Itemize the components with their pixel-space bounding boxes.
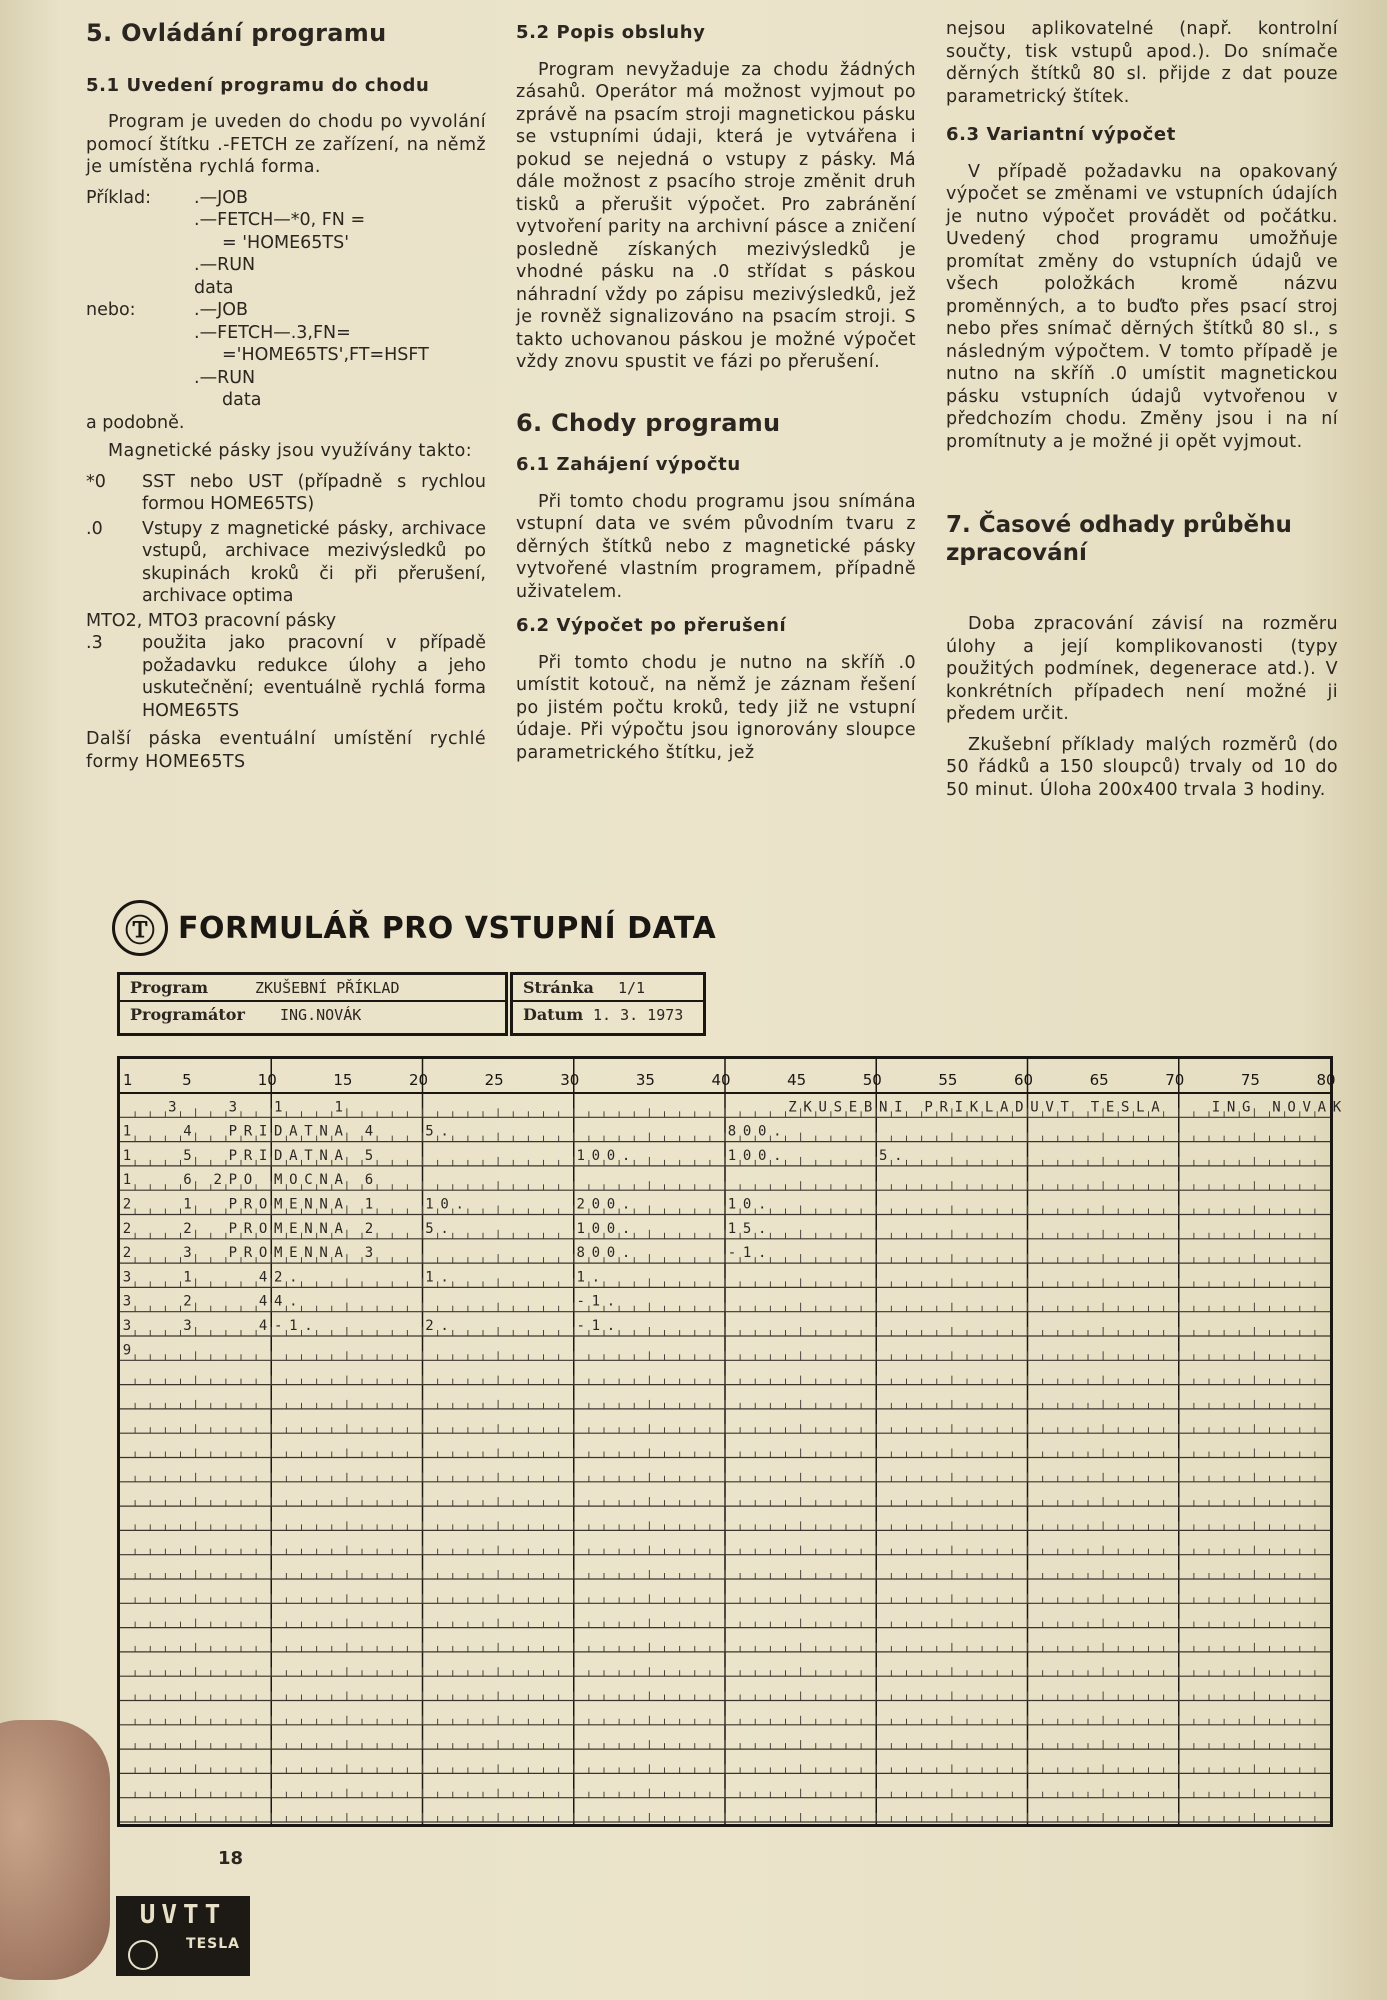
grid-cell-char: 1 [183, 1269, 192, 1286]
grid-cell-char: I [894, 1099, 903, 1116]
grid-cell-char: T [304, 1123, 313, 1140]
grid-cell-char: I [1211, 1099, 1221, 1116]
grid-svg [120, 1059, 1342, 1824]
grid-cell-char: . [773, 1123, 782, 1140]
code-line: .—RUN [194, 367, 256, 388]
grid-cell-char: . [606, 1318, 616, 1334]
spacer [516, 382, 916, 408]
grid-cell-char: 4 [364, 1123, 374, 1140]
example-label: Příklad: [86, 187, 152, 208]
grid-cell-char: 3 [364, 1245, 374, 1262]
tapes-intro: Magnetické pásky jsou využívány takto: [108, 441, 473, 461]
grid-cell-char: N [319, 1245, 328, 1262]
grid-cell-char: 1 [122, 1172, 132, 1189]
grid-cell-char: - [727, 1245, 737, 1262]
grid-cell-char: N [319, 1147, 328, 1164]
grid-cell-char: O [258, 1245, 268, 1262]
grid-cell-char: L [984, 1099, 994, 1116]
grid-cell-char: A [334, 1172, 343, 1189]
grid-cell-char: 1 [334, 1099, 343, 1116]
grid-cell-char: E [1105, 1099, 1115, 1116]
grid-cell-char: 0 [440, 1196, 449, 1213]
grid-cell-char: M [273, 1220, 283, 1237]
column-number: 35 [635, 1071, 655, 1089]
grid-cell-char: 1 [576, 1269, 585, 1286]
grid-cell-char: 2 [122, 1220, 132, 1237]
tape-desc: SST nebo UST (případně s rychlou formou HOME65TS) [142, 471, 486, 514]
grid-cell-char: 3 [122, 1293, 132, 1310]
program-value: ZKUŠEBNÍ PŘÍKLAD [255, 978, 400, 997]
spacer [946, 461, 1338, 501]
grid-cell-char: A [334, 1123, 343, 1140]
grid-cell-char: T [1090, 1099, 1100, 1116]
tape-desc: Vstupy z magnetické pásky, archivace vstupů, archivace mezivýsledků po skupinách kroků či při přerušení, archivace optima [142, 518, 486, 606]
grid-cell-char: 3 [122, 1269, 132, 1286]
column-number: 50 [862, 1071, 882, 1089]
grid-cell-char: . [773, 1147, 782, 1164]
grid-cell-char: 5 [425, 1220, 434, 1237]
grid-cell-char: 0 [591, 1147, 601, 1164]
column-number: 20 [408, 1071, 429, 1089]
programmer-label: Programátor [130, 1005, 245, 1024]
grid-cell-char: I [258, 1147, 268, 1164]
and-similar: a podobně. [86, 412, 185, 433]
grid-cell-char: 3 [122, 1318, 132, 1334]
grid-cell-char: 1 [591, 1293, 601, 1310]
program-box [117, 972, 508, 1036]
tape-item [86, 632, 486, 722]
column-number: 45 [787, 1071, 807, 1089]
grid-cell-char: O [1287, 1099, 1296, 1116]
section-6-heading: 6. Chody programu [516, 408, 781, 437]
code-line: .—FETCH—*0, FN = [194, 210, 366, 230]
grid-cell-char: N [319, 1196, 328, 1213]
column-number: 40 [711, 1071, 731, 1089]
column-2 [516, 18, 916, 772]
paragraph-7b: Zkušební příklady malých rozměrů (do 50 řádků a 150 sloupců) trvaly od 10 do 50 minut. Úloha 200x400 trvala 3 hodiny. [946, 734, 1338, 800]
grid-cell-char: A [1317, 1099, 1327, 1116]
grid-cell-char: 5 [742, 1220, 752, 1237]
code-line: ='HOME65TS',FT=HSFT [222, 345, 429, 365]
grid-cell-char: 0 [591, 1220, 601, 1237]
grid-cell-char: 0 [606, 1245, 616, 1262]
grid-cell-char: 9 [122, 1342, 132, 1359]
grid-cell-char: A [289, 1147, 298, 1164]
grid-cell-char: P [228, 1147, 238, 1164]
grid-cell-char: 0 [591, 1196, 601, 1213]
grid-cell-char: L [1136, 1099, 1145, 1116]
grid-cell-char: M [273, 1245, 283, 1262]
tape-key: .0 [86, 518, 103, 539]
code-line: = 'HOME65TS' [222, 232, 350, 253]
grid-cell-char: R [243, 1245, 253, 1262]
grid-cell-char: . [304, 1318, 313, 1334]
grid-cell-char: 1 [425, 1269, 434, 1286]
grid-cell-char: 3 [183, 1245, 192, 1262]
grid-cell-char: - [576, 1318, 585, 1334]
example-label: nebo: [86, 300, 136, 320]
grid-cell-char: K [803, 1099, 812, 1116]
grid-cell-char: 2 [122, 1196, 132, 1213]
grid-cell-char: V [1302, 1099, 1311, 1116]
thumb [0, 1720, 110, 1980]
grid-cell-char: N [1272, 1099, 1281, 1116]
grid-cell-char: 1 [122, 1123, 132, 1140]
page-number: 18 [218, 1848, 244, 1869]
grid-cell-char: N [878, 1099, 888, 1116]
code-line: .—FETCH—.3,FN= [194, 322, 351, 343]
grid-cell-char: 5 [878, 1147, 888, 1164]
paragraph-5-2: Program nevyžaduje za chodu žádných zásahů. Operátor má možnost vyjmout po zprávě na psacím stroji magnetickou pásku se vstupními údaji, která je vytvářena i pokud se nejedná o vstupy z pásky. Má dále možnost z psacího stroje změnit druh tisků a přerušit výpočet. Pro zabránění vytvoření parity na archivní pásce a zničení posledně získaných mezivýsledků je vhodné pásku na .0 střídat s páskou náhradní vždy po zápisu mezivýsledků, jež je rovněž signalizováno na psacím stroji. S takto uchovanou páskou je možné výpočet vždy znovu spustit ve fázi po přerušení. [516, 59, 916, 372]
grid-cell-char: . [440, 1318, 449, 1334]
uvtt-tesla-logo [116, 1896, 250, 1976]
grid-cell-char: 3 [168, 1099, 177, 1116]
grid-cell-char: . [621, 1147, 631, 1164]
tesla-logo-icon: Ⓣ [112, 900, 168, 956]
column-number: 75 [1240, 1071, 1260, 1089]
grid-cell-char: . [440, 1269, 449, 1286]
grid-cell-char: 2 [425, 1318, 434, 1334]
column-number: 80 [1316, 1071, 1336, 1089]
form-title-text: FORMULÁŘ PRO VSTUPNÍ DATA [178, 910, 717, 946]
grid-cell-char: G [1241, 1099, 1251, 1116]
grid-cell-char: 6 [183, 1172, 192, 1189]
grid-cell-char: N [319, 1123, 328, 1140]
grid-cell-char: I [954, 1099, 964, 1116]
programmer-value: ING.NOVÁK [280, 1005, 362, 1024]
grid-cell-char: 8 [576, 1245, 585, 1262]
grid-cell-char: 1 [289, 1318, 298, 1334]
grid-cell-char: N [304, 1220, 313, 1237]
column-number: 10 [257, 1071, 277, 1089]
grid-cell-char: . [757, 1245, 767, 1262]
grid-cell-char: . [757, 1196, 767, 1213]
last-paragraph: Další páska eventuální umístění rychlé formy HOME65TS [86, 729, 486, 772]
grid-cell-char: E [848, 1099, 858, 1116]
grid-cell-char: D [273, 1147, 283, 1164]
tape-extra: MTO2, MTO3 pracovní pásky [86, 610, 337, 631]
program-row [120, 975, 505, 1002]
tape-key: .3 [86, 633, 103, 653]
grid-cell-char: 1 [364, 1196, 374, 1213]
paragraph-7a: Doba zpracování závisí na rozměru úlohy a její komplikovanosti (typy použitých podmínek, degenerace atd.). V konkrétních případech není možné ji předem určit. [946, 614, 1338, 724]
grid-cell-char: A [289, 1123, 298, 1140]
grid-cell-char: - [273, 1318, 283, 1334]
grid-cell-char: 1 [122, 1147, 132, 1164]
grid-cell-char: 0 [757, 1147, 767, 1164]
column-number: 5 [182, 1071, 192, 1089]
program-label: Program [130, 978, 209, 997]
paragraph-cont: nejsou aplikovatelné (např. kontrolní součty, tisk vstupů apod.). Do snímače děrných štítků 80 sl. přijde z dat pouze parametrický štítek. [946, 19, 1338, 107]
grid-cell-char: S [1120, 1099, 1130, 1116]
grid-cell-char: 5 [183, 1147, 192, 1164]
grid-cell-char: A [334, 1220, 343, 1237]
paragraph-6-1: Při tomto chodu programu jsou snímána vstupní data ve svém původním tvaru z děrných štítků nebo z magnetické pásky vytvořené vlastním programem, případně uživatelem. [516, 491, 916, 602]
grid-cell-char: . [621, 1245, 631, 1262]
grid-cell-char: 1 [273, 1099, 283, 1116]
grid-cell-char: 5 [425, 1123, 434, 1140]
column-number: 55 [938, 1071, 958, 1089]
grid-cell-char: P [228, 1123, 238, 1140]
grid-cell-char: 0 [606, 1147, 616, 1164]
section-5-2-heading: 5.2 Popis obsluhy [516, 22, 706, 43]
paragraph-6-3: V případě požadavku na opakovaný výpočet se změnami ve vstupních údajích je nutno výpočet provádět od počátku. Uvedený chod programu umožňuje promítat změny do vstupních údajů ve všech položkách kromě názvu proměnných, a to buďto přes psací stroj nebo přes snímač děrných štítků 80 sl., s následným výpočtem. V tomto případě je nutno na skříň .0 umístit magnetickou pásku vstupních údajů vytvořenou v předchozím chodu. Změny jsou i na ní promítnuty a je možné ji opět vyjmout. [946, 161, 1338, 452]
paragraph-5-1: Program je uveden do chodu po vyvolání pomocí štítku .-FETCH ze zařízení, na němž je umístěna rychlá forma. [86, 112, 486, 177]
grid-cell-char: 1 [727, 1196, 737, 1213]
column-number: 30 [560, 1071, 580, 1089]
column-1 [86, 18, 486, 781]
grid-cell-char: I [258, 1123, 268, 1140]
grid-cell-char: 4 [273, 1293, 283, 1310]
code-line: .—RUN [194, 255, 256, 275]
grid-cell-char: . [289, 1293, 298, 1310]
grid-cell-char: T [304, 1147, 313, 1164]
grid-cell-char: O [258, 1220, 268, 1237]
grid-cell-char: 3 [228, 1099, 238, 1116]
grid-cell-char: N [304, 1245, 313, 1262]
grid-cell-char: P [228, 1196, 238, 1213]
section-6-2-heading: 6.2 Výpočet po přerušení [516, 615, 787, 636]
grid-cell-char: 4 [258, 1318, 268, 1334]
page-date-box [510, 972, 706, 1036]
grid-cell-char: 0 [757, 1123, 767, 1140]
code-line: .—JOB [194, 300, 249, 320]
grid-cell-char: 3 [183, 1318, 192, 1334]
grid-cell-char: 0 [742, 1123, 752, 1140]
grid-cell-char: U [818, 1099, 827, 1116]
grid-cell-char: 2 [183, 1220, 192, 1237]
grid-cell-char: T [1060, 1099, 1069, 1116]
section-6-1-heading: 6.1 Zahájení výpočtu [516, 454, 741, 475]
grid-cell-char: K [1332, 1099, 1342, 1116]
example-2 [86, 299, 486, 412]
grid-cell-char: N [319, 1220, 328, 1237]
grid-cell-char: 8 [727, 1123, 737, 1140]
grid-cell-char: . [440, 1123, 449, 1140]
grid-cell-char: P [228, 1172, 238, 1189]
column-number: 15 [333, 1071, 353, 1089]
grid-cell-char: R [243, 1123, 253, 1140]
tesla-circle-icon [128, 1940, 158, 1970]
grid-cell-char: R [939, 1099, 948, 1116]
section-7-heading: 7. Časové odhady průběhu zpracování [946, 512, 1292, 566]
grid-cell-char: . [894, 1147, 903, 1164]
grid-cell-char: B [863, 1099, 873, 1116]
grid-cell-char: 1 [183, 1196, 192, 1213]
date-label: Datum [523, 1005, 584, 1024]
grid-cell-char: 0 [606, 1220, 616, 1237]
grid-cell-char: 4 [183, 1123, 192, 1140]
column-3 [946, 18, 1338, 809]
grid-cell-char: A [334, 1245, 343, 1262]
grid-cell-char: 2 [213, 1172, 222, 1189]
grid-cell-char: E [289, 1245, 298, 1262]
grid-cell-char: P [924, 1099, 933, 1116]
grid-cell-char: P [228, 1220, 238, 1237]
grid-cell-char: 1 [742, 1245, 752, 1262]
grid-cell-char: - [576, 1293, 585, 1310]
grid-cell-char: A [999, 1099, 1009, 1116]
grid-cell-char: C [304, 1172, 313, 1189]
grid-cell-char: E [289, 1220, 298, 1237]
example-code [194, 299, 486, 412]
grid-cell-char: 4 [258, 1269, 268, 1286]
column-number: 60 [1013, 1071, 1034, 1089]
grid-cell-char: A [334, 1147, 343, 1164]
column-number: 1 [123, 1071, 133, 1089]
column-number: 65 [1089, 1071, 1109, 1089]
code-line: .—JOB [194, 187, 249, 208]
grid-cell-char: A [334, 1196, 343, 1213]
grid-cell-char: 1 [576, 1220, 585, 1237]
grid-cell-char: D [1015, 1099, 1024, 1116]
grid-cell-char: 0 [742, 1196, 752, 1213]
grid-cell-char: R [243, 1220, 253, 1237]
grid-cell-char: Z [788, 1099, 797, 1116]
grid-cell-char: N [319, 1172, 328, 1189]
grid-cell-char: N [304, 1196, 313, 1213]
grid-cell-char: A [1151, 1099, 1160, 1116]
column-number: 70 [1165, 1071, 1185, 1089]
page-value: 1/1 [618, 978, 646, 997]
tesla-text: TESLA [186, 1936, 240, 1952]
grid-cell-char: . [621, 1196, 631, 1213]
grid-cell-char: 1 [727, 1220, 737, 1237]
grid-cell-char: R [243, 1147, 253, 1164]
grid-cell-char: 2 [364, 1220, 374, 1237]
grid-cell-char: D [273, 1123, 283, 1140]
grid-cell-char: 2 [122, 1245, 132, 1262]
section-5-heading: 5. Ovládání programu [86, 19, 387, 47]
grid-cell-char: 5 [364, 1147, 374, 1164]
page-label: Stránka [523, 978, 594, 997]
programmer-row [120, 1002, 505, 1027]
example-code [194, 187, 486, 300]
page-row [513, 975, 703, 1002]
column-number: 25 [484, 1071, 504, 1089]
spacer [946, 587, 1338, 613]
grid-cell-char: 0 [606, 1196, 616, 1213]
grid-cell-char: P [228, 1245, 238, 1262]
uvtt-text: UVTT [139, 1900, 227, 1930]
grid-cell-char: O [258, 1196, 268, 1213]
tape-item [86, 471, 486, 516]
grid-cell-char: . [440, 1220, 449, 1237]
grid-cell-char: 2 [576, 1196, 585, 1213]
grid-cell-char: . [289, 1269, 298, 1286]
grid-cell-char: 1 [727, 1147, 737, 1164]
grid-cell-char: R [243, 1196, 253, 1213]
grid-cell-char: 6 [364, 1172, 374, 1189]
grid-cell-char: M [273, 1196, 283, 1213]
input-data-grid [117, 1056, 1342, 1827]
grid-cell-char: . [606, 1293, 616, 1310]
grid-cell-char: 4 [258, 1293, 268, 1310]
example-1 [86, 187, 486, 300]
code-line: data [194, 277, 234, 298]
grid-cell-char: 2 [183, 1293, 192, 1310]
grid-cell-char: 0 [591, 1245, 601, 1262]
grid-cell-char: S [833, 1099, 843, 1116]
grid-cell-char: M [273, 1172, 283, 1189]
grid-cell-char: N [1226, 1099, 1236, 1116]
grid-cell-char: 2 [273, 1269, 283, 1286]
grid-cell-char: . [757, 1220, 767, 1237]
grid-cell-char: K [969, 1099, 979, 1116]
grid-cell-char: 0 [742, 1147, 752, 1164]
grid-cell-char: U [1030, 1099, 1039, 1116]
code-line: data [222, 390, 262, 410]
tape-key: *0 [86, 471, 106, 492]
section-6-3-heading: 6.3 Variantní výpočet [946, 124, 1176, 145]
tape-desc: použita jako pracovní v případě požadavku redukce úlohy a jeho uskutečnění; eventuálně rychlá forma HOME65TS [142, 633, 486, 721]
grid-cell-char: 1 [425, 1196, 434, 1213]
grid-cell-char: O [243, 1172, 253, 1189]
date-row [513, 1002, 703, 1027]
form-title [112, 900, 716, 956]
tape-item [86, 518, 486, 608]
section-5-1-heading: 5.1 Uvedení programu do chodu [86, 74, 430, 96]
grid-cell-char: O [289, 1172, 298, 1189]
grid-cell-char: 1 [576, 1147, 585, 1164]
paragraph-6-2: Při tomto chodu je nutno na skříň .0 umístit kotouč, na němž je záznam řešení po jistém počtu kroků, tedy již ne vstupní údaje. Při výpočtu jsou ignorovány sloupce parametrického štítku, jež [516, 652, 916, 763]
grid-cell-char: E [289, 1196, 298, 1213]
grid-cell-char: . [455, 1196, 464, 1213]
grid-cell-char: . [591, 1269, 601, 1286]
grid-cell-char: . [621, 1220, 631, 1237]
grid-cell-char: 1 [591, 1318, 601, 1334]
grid-cell-char: V [1045, 1099, 1054, 1116]
date-value: 1. 3. 1973 [593, 1005, 684, 1024]
